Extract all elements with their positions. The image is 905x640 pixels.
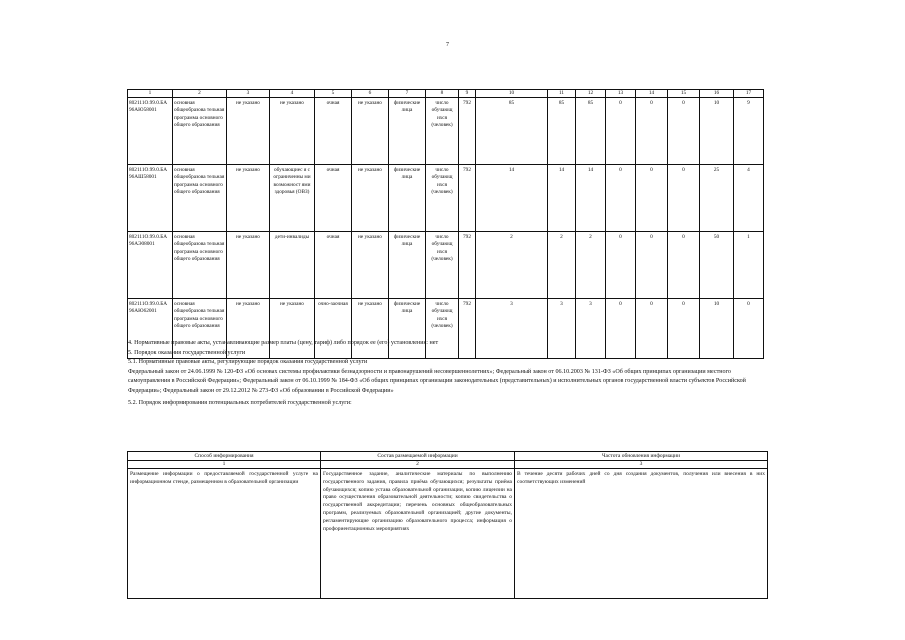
info-header-frequency: Частота обновления информации [515, 452, 768, 461]
table-cell-col-4: дети-инвалиды [270, 232, 315, 299]
info-content: Государственное задание, аналитические материалы по выполнению государственного задания, правила приёма обучающихся; результаты приёма обучающихся; копию устава образовательной организации, копию лицензии на право осуществления образовательной деятельности; копию свидетельства о государственной аккредитации; перечень основных общеобразовательных программ, реализуемых образовательной организацией; другие документы, регламентирующие организацию образовательного процесса; информация о профориентационных мероприятиях [321, 469, 515, 599]
table-cell-col-13: 0 [606, 98, 636, 165]
table-cell-col-8: число обучающ ихся (человек) [426, 232, 459, 299]
section-5: 5. Порядок оказания государственной услуги [128, 349, 246, 356]
table-cell-col-17: 4 [734, 165, 764, 232]
column-number-5: 5 [315, 90, 352, 98]
section-5-1-body: Федеральный закон от 24.06.1999 № 120-ФЗ «Об основах системы профилактики безнадзорности и правонарушений несовершеннолетних»; Федеральный закон от 06.10.2003 № 131-ФЗ «Об общих принципах организации местного самоуправления в Российской Федерации»; Федеральный закон от 06.10.1999 № 184-ФЗ «Об общих принципах организации законодательных (представительных) и исполнительных органов государственной власти субъектов Российской Федерации»; Федеральный закон от 29.12.2012 № 273-ФЗ «Об образовании в Российской Федерации» [128, 368, 746, 394]
table-cell-col-5: очная [315, 165, 352, 232]
table-row [128, 165, 764, 232]
information-procedure-table [127, 451, 768, 599]
info-header-method: Способ информирования [128, 452, 321, 461]
table-cell-col-16: 25 [700, 165, 734, 232]
info-header-content: Состав размещаемой информации [321, 452, 515, 461]
column-number-1: 1 [128, 90, 173, 98]
table-cell-col-2: основная общеобразова тельная программа основного общего образования [173, 232, 227, 299]
column-number-row [128, 90, 764, 98]
table-cell-col-17: 0 [734, 299, 764, 359]
table-cell-col-7: физические лица [389, 165, 426, 232]
info-header-row [128, 452, 768, 461]
table-cell-col-17: 1 [734, 232, 764, 299]
table-cell-col-14: 0 [636, 232, 668, 299]
table-cell-col-14: 0 [636, 165, 668, 232]
section-5-1: 5.1. Нормативные правовые акты, регулирующие порядок оказания государственной услуги [128, 359, 368, 366]
table-cell-col-4: не указано [270, 299, 315, 359]
column-number-14: 14 [636, 90, 668, 98]
table-cell-col-12: 14 [576, 165, 606, 232]
table-cell-col-8: число обучающ ихся (человек) [426, 299, 459, 359]
table-cell-col-16: 50 [700, 232, 734, 299]
table-cell-col-9: 792 [459, 232, 476, 299]
table-cell-col-16: 10 [700, 299, 734, 359]
section-4: 4. Нормативные правовые акты, устанавливающие размер платы (цену, тариф) либо порядок ее (его) установления: нет [128, 340, 439, 346]
table-cell-col-11: 2 [548, 232, 576, 299]
info-frequency: В течение десяти рабочих дней со дня создания документов, получения или внесения в них соответствующих изменений [515, 469, 768, 599]
info-number-1: 1 [128, 461, 321, 469]
column-number-9: 9 [459, 90, 476, 98]
column-number-10: 10 [476, 90, 548, 98]
table-cell-col-5: очная [315, 232, 352, 299]
table-cell-col-10: 85 [476, 98, 548, 165]
table-cell-col-10: 14 [476, 165, 548, 232]
table-cell-col-14: 0 [636, 299, 668, 359]
table-cell-col-2: основная общеобразова тельная программа основного общего образования [173, 165, 227, 232]
table-cell-col-12: 3 [576, 299, 606, 359]
info-number-2: 2 [321, 461, 515, 469]
table-cell-col-6: не указано [352, 232, 389, 299]
table-cell-col-4: обучающиес я с ограниченны ми возможност ями здоровья (ОВЗ) [270, 165, 315, 232]
column-number-2: 2 [173, 90, 227, 98]
table-cell-col-3: не указано [227, 299, 270, 359]
table-cell-col-11: 3 [548, 299, 576, 359]
table-cell-col-13: 0 [606, 299, 636, 359]
table-cell-col-7: физические лица [389, 232, 426, 299]
table-cell-col-13: 0 [606, 165, 636, 232]
table-cell-col-9: 792 [459, 98, 476, 165]
table-cell-col-6: не указано [352, 299, 389, 359]
table-cell-col-5: очная [315, 98, 352, 165]
table-cell-col-11: 14 [548, 165, 576, 232]
column-number-13: 13 [606, 90, 636, 98]
column-number-17: 17 [734, 90, 764, 98]
column-number-12: 12 [576, 90, 606, 98]
column-number-11: 11 [548, 90, 576, 98]
table-cell-col-1: 802111О.99.0.БА 96АЮ62001 [128, 299, 173, 359]
table-cell-col-6: не указано [352, 98, 389, 165]
column-number-4: 4 [270, 90, 315, 98]
table-cell-col-15: 0 [668, 98, 700, 165]
column-number-15: 15 [668, 90, 700, 98]
table-cell-col-4: не указано [270, 98, 315, 165]
section-5-2: 5.2. Порядок информирования потенциальных потребителей государственной услуги: [128, 400, 352, 407]
table-cell-col-1: 802111О.99.0.БА 96АШ58001 [128, 165, 173, 232]
column-number-7: 7 [389, 90, 426, 98]
table-cell-col-15: 0 [668, 165, 700, 232]
table-cell-col-7: физические лица [389, 98, 426, 165]
table-cell-col-5: очно-заочная [315, 299, 352, 359]
table-cell-col-15: 0 [668, 232, 700, 299]
table-cell-col-12: 2 [576, 232, 606, 299]
table-cell-col-8: число обучающ ихся (человек) [426, 165, 459, 232]
table-cell-col-2: основная общеобразова тельная программа основного общего образования [173, 299, 227, 359]
table-cell-col-9: 792 [459, 165, 476, 232]
table-cell-col-10: 2 [476, 232, 548, 299]
table-cell-col-11: 85 [548, 98, 576, 165]
table-cell-col-3: не указано [227, 165, 270, 232]
table-cell-col-9: 792 [459, 299, 476, 359]
table-cell-col-3: не указано [227, 98, 270, 165]
table-cell-col-13: 0 [606, 232, 636, 299]
column-number-6: 6 [352, 90, 389, 98]
info-number-3: 3 [515, 461, 768, 469]
table-cell-col-15: 0 [668, 299, 700, 359]
table-cell-col-7: физические лица [389, 299, 426, 359]
info-number-row [128, 461, 768, 469]
table-cell-col-17: 9 [734, 98, 764, 165]
table-cell-col-6: не указано [352, 165, 389, 232]
column-number-8: 8 [426, 90, 459, 98]
table-cell-col-8: число обучающ ихся (человек) [426, 98, 459, 165]
table-cell-col-1: 802111О.99.0.БА 96АЮ58001 [128, 98, 173, 165]
table-cell-col-2: основная общеобразова тельная программа основного общего образования [173, 98, 227, 165]
table-cell-col-14: 0 [636, 98, 668, 165]
table-row [128, 232, 764, 299]
text-block [128, 339, 768, 409]
column-number-16: 16 [700, 90, 734, 98]
service-volume-table [127, 89, 764, 359]
table-row [128, 98, 764, 165]
info-method: Размещение информации о предоставляемой государственной услуге на информационном стенде, размещенном в образовательной организации [128, 469, 321, 599]
table-cell-col-3: не указано [227, 232, 270, 299]
table-cell-col-1: 802111О.99.0.БА 96АЭ08001 [128, 232, 173, 299]
info-body-row [128, 469, 768, 599]
table-cell-col-16: 10 [700, 98, 734, 165]
column-number-3: 3 [227, 90, 270, 98]
table-cell-col-10: 3 [476, 299, 548, 359]
table-cell-col-12: 85 [576, 98, 606, 165]
page-number: 7 [446, 42, 449, 48]
